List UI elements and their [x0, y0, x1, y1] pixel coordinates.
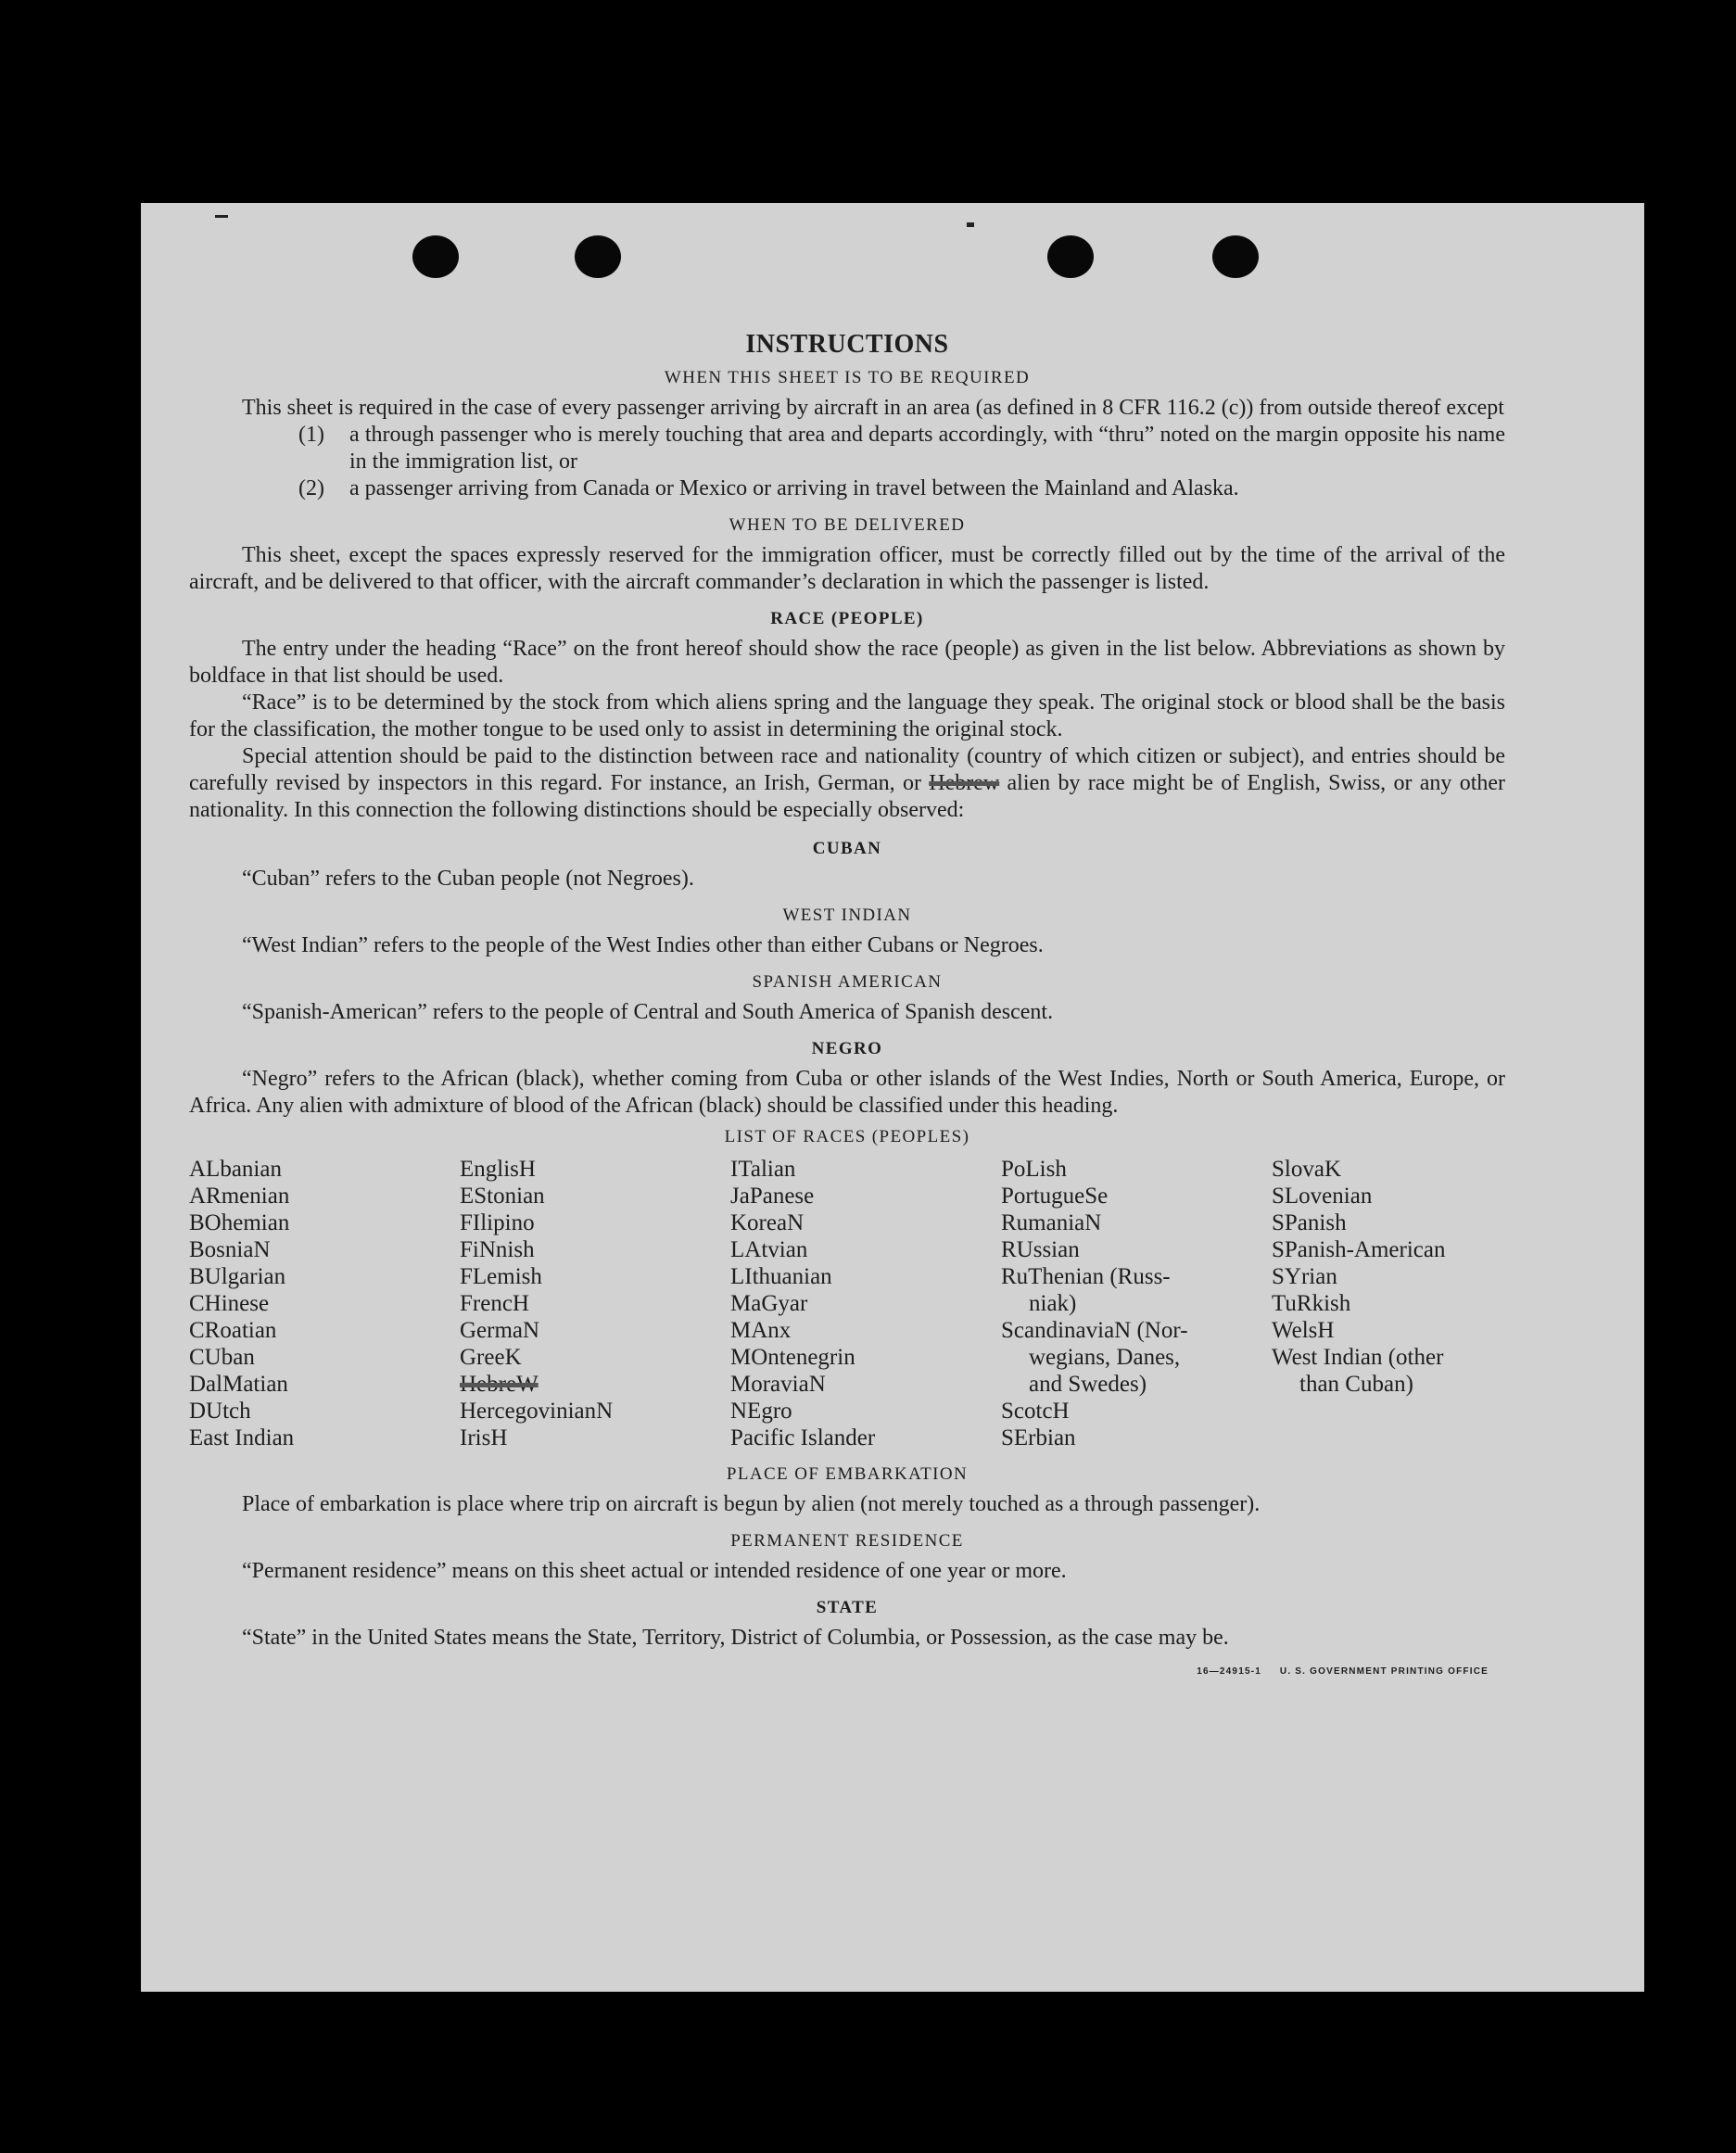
item-text: a passenger arriving from Canada or Mexico or arriving in travel between the Mainland and Alaska. — [349, 476, 1239, 500]
punch-hole — [575, 235, 621, 278]
race-item: EnglisH — [460, 1157, 536, 1182]
paper-speck — [215, 215, 228, 218]
race-item: SPanish-American — [1272, 1237, 1446, 1262]
race-item: PortugueSe — [1001, 1184, 1109, 1209]
instructions-body — [189, 330, 1506, 1677]
race-item: SPanish — [1272, 1210, 1347, 1235]
race-item: FiNnish — [460, 1237, 535, 1262]
race-item: SYrian — [1272, 1264, 1337, 1289]
punch-hole — [1047, 235, 1094, 278]
section-heading: LIST OF RACES (PEOPLES) — [724, 1127, 970, 1146]
races-column — [730, 1156, 1001, 1451]
race-item: KoreaN — [730, 1210, 805, 1235]
list-item — [298, 422, 1505, 475]
printer-imprint — [1197, 1658, 1489, 1685]
section-heading: PLACE OF EMBARKATION — [726, 1464, 969, 1484]
paper-speck — [967, 222, 974, 227]
race-item: RUssian — [1001, 1237, 1080, 1262]
when-delivered-text: This sheet, except the spaces expressly reserved for the immigration officer, must be correctly filled out by the time of the arrival of the aircraft, and be delivered to that officer, with the aircraft commander’s declaration in which the passenger is listed. — [189, 543, 1505, 594]
race-item: MOntenegrin — [730, 1345, 855, 1370]
definition-text: “Cuban” refers to the Cuban people (not Negroes). — [242, 867, 694, 891]
race-paragraph: “Race” is to be determined by the stock from which aliens spring and the language they speak. The original stock or blood shall be the basis for the classification, the mother tongue to be used only to assist in determining the original stock. — [189, 690, 1505, 741]
race-item: SlovaK — [1272, 1157, 1341, 1182]
race-item: LAtvian — [730, 1237, 808, 1262]
race-item: HebreW — [460, 1372, 539, 1397]
race-item: West Indian (other than Cuban) — [1272, 1345, 1444, 1397]
race-item: Pacific Islander — [730, 1425, 876, 1450]
section-heading: NEGRO — [811, 1039, 883, 1058]
race-paragraph: The entry under the heading “Race” on the front hereof should show the race (people) as given in the list below. Abbreviations as shown by boldface in that list should be used. — [189, 637, 1505, 688]
race-item: GermaN — [460, 1318, 540, 1343]
struck-word: Hebrew — [929, 771, 1000, 795]
definition-text: “Spanish-American” refers to the people of Central and South America of Spanish descent. — [242, 1000, 1054, 1024]
race-item: BosniaN — [189, 1237, 271, 1262]
section-heading: CUBAN — [812, 839, 882, 858]
when-required-text: This sheet is required in the case of every passenger arriving by aircraft in an area (as defined in 8 CFR 116.2 (c)) from outside thereof except — [242, 396, 1504, 420]
footer-row — [189, 1625, 1505, 1677]
race-item: MAnx — [730, 1318, 792, 1343]
section-heading: SPANISH AMERICAN — [752, 972, 943, 992]
item-text: a through passenger who is merely touching that area and departs accordingly, with “thru” noted on the margin opposite his name in the immigration list, or — [349, 423, 1505, 474]
page-title: INSTRUCTIONS — [745, 330, 949, 359]
race-item: CHinese — [189, 1291, 270, 1316]
races-column — [1001, 1156, 1272, 1451]
race-item: ScotcH — [1001, 1399, 1070, 1424]
list-item — [298, 475, 1505, 502]
race-item: GreeK — [460, 1345, 522, 1370]
race-item: FrencH — [460, 1291, 529, 1316]
race-item: ALbanian — [189, 1157, 282, 1182]
definition-text: “Permanent residence” means on this sheet actual or intended residence of one year or more. — [242, 1559, 1067, 1583]
race-text: Special attention should be paid to the distinction between race and nationality (country of which citizen or subject), and entries should be carefully revised by inspectors in this regard. For instance, an Irish, German, or — [189, 744, 1505, 795]
punch-hole — [1212, 235, 1259, 278]
race-item: JaPanese — [730, 1184, 815, 1209]
race-item: MaGyar — [730, 1291, 808, 1316]
definition-text: “Negro” refers to the African (black), whether coming from Cuba or other islands of the West Indies, North or South America, Europe, or Africa. Any alien with admixture of blood of the African (black) should be classified under this heading. — [189, 1067, 1505, 1118]
definition-text: “West Indian” refers to the people of the West Indies other than either Cubans or Negroes. — [242, 933, 1044, 957]
race-item: CRoatian — [189, 1318, 277, 1343]
races-column — [1272, 1156, 1513, 1451]
document-page — [141, 203, 1644, 1992]
definition-text: “State” in the United States means the State, Territory, District of Columbia, or Possession, as the case may be. — [242, 1626, 1229, 1650]
section-heading: PERMANENT RESIDENCE — [730, 1531, 964, 1551]
section-heading: RACE (PEOPLE) — [770, 609, 924, 628]
race-item: RuThenian (Russ- niak) — [1001, 1264, 1171, 1316]
section-heading: STATE — [816, 1598, 879, 1617]
race-item: ITalian — [730, 1157, 796, 1182]
race-item: BOhemian — [189, 1210, 290, 1235]
race-item: BUlgarian — [189, 1264, 286, 1289]
race-item: CUban — [189, 1345, 255, 1370]
race-paragraph — [189, 743, 1505, 824]
race-item: TuRkish — [1272, 1291, 1351, 1316]
race-item: LIthuanian — [730, 1264, 832, 1289]
item-number: (2) — [298, 476, 324, 500]
race-item: NEgro — [730, 1399, 792, 1424]
race-text: alien by race might be of English, Swiss, or any other nationality. In this connection the following distinctions should be especially observed: — [189, 771, 1506, 822]
definition-text: Place of embarkation is place where trip on aircraft is begun by alien (not merely touched as a through passenger). — [242, 1492, 1261, 1516]
section-heading: WEST INDIAN — [782, 906, 912, 925]
races-list — [189, 1156, 1505, 1451]
race-item: HercegovinianN — [460, 1399, 614, 1424]
race-item: PoLish — [1001, 1157, 1067, 1182]
race-item: ScandinaviaN (Nor- wegians, Danes, and Swedes) — [1001, 1318, 1188, 1397]
race-item: MoraviaN — [730, 1372, 826, 1397]
race-item: EStonian — [460, 1184, 545, 1209]
race-item: WelsH — [1272, 1318, 1335, 1343]
section-heading: WHEN THIS SHEET IS TO BE REQUIRED — [664, 368, 1031, 387]
item-number: (1) — [298, 423, 324, 447]
printer-name: U. S. GOVERNMENT PRINTING OFFICE — [1279, 1666, 1489, 1677]
race-item: RumaniaN — [1001, 1210, 1102, 1235]
race-item: SLovenian — [1272, 1184, 1373, 1209]
races-column — [460, 1156, 730, 1451]
race-item: SErbian — [1001, 1425, 1076, 1450]
section-heading: WHEN TO BE DELIVERED — [729, 515, 966, 535]
race-item: DUtch — [189, 1399, 251, 1424]
race-item: DalMatian — [189, 1372, 288, 1397]
race-item: FLemish — [460, 1264, 542, 1289]
race-item: FIlipino — [460, 1210, 535, 1235]
race-item: East Indian — [189, 1425, 295, 1450]
form-number: 16—24915-1 — [1197, 1666, 1262, 1677]
race-item: IrisH — [460, 1425, 508, 1450]
punch-hole — [412, 235, 459, 278]
races-column — [189, 1156, 460, 1451]
race-item: ARmenian — [189, 1184, 290, 1209]
